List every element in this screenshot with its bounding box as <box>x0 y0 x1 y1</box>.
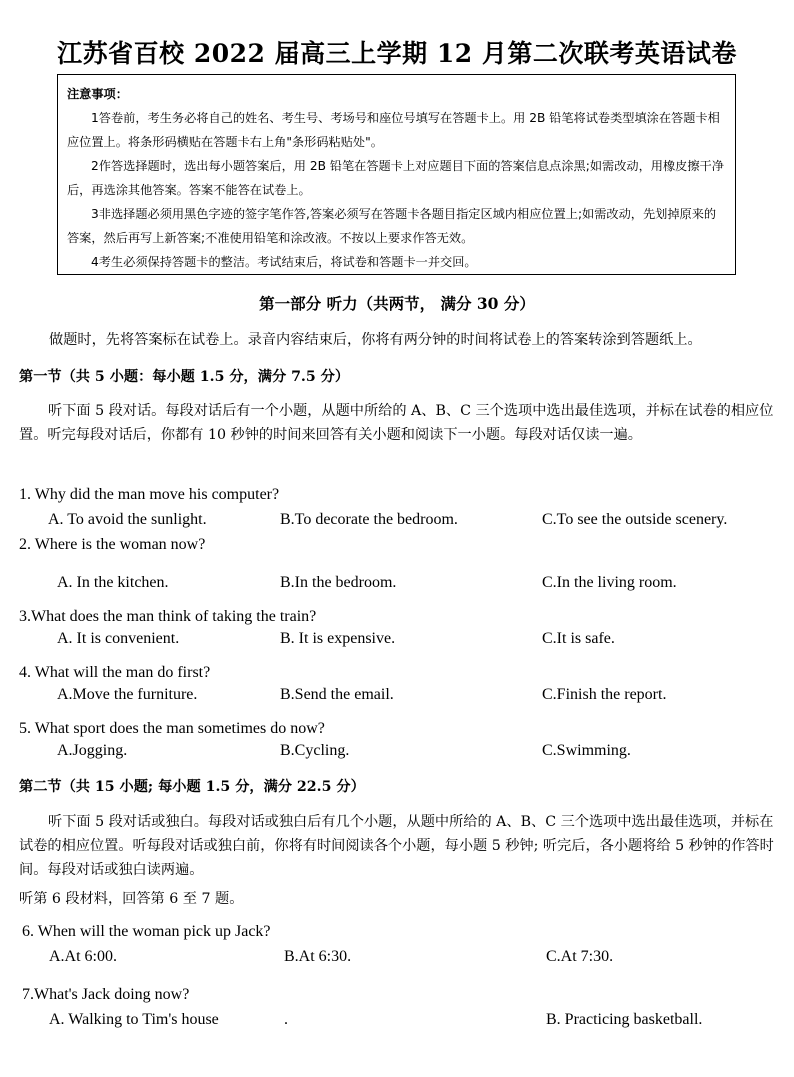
option-c: C.It is safe. <box>542 630 615 647</box>
notice-item: 3非选择题必须用黑色字迹的签字笔作答,答案必须写在答题卡各题目指定区域内相应位置上;如需改动，先划掉原来的答案，然后再写上新答案;不准使用铅笔和涂改液。不按以上要求作答无效。 <box>67 207 717 245</box>
option-a: A.At 6:00. <box>49 948 117 965</box>
part-one-intro: 做题时，先将答案标在试卷上。录音内容结束后，你将有两分钟的时间将试卷上的答案转涂到答题纸上。 <box>49 332 702 348</box>
section-one-instructions <box>19 399 777 447</box>
option-c: C.To see the outside scenery. <box>542 511 728 528</box>
instructions-text: 听下面 5 段对话或独白。每段对话或独白后有几个小题，从题中所给的 A、B、C 三个选项中选出最佳选项，并标在试卷的相应位置。听每段对话或独白前，你将有时间阅读各个小题，每小题 5 秒钟; 听完后，各小题将给 5 秒钟的作答时间。每段对话或独白读两遍。 <box>19 814 774 878</box>
question-stem: 1. Why did the man move his computer? <box>19 486 280 503</box>
option-c: B. Practicing basketball. <box>546 1011 703 1028</box>
option-b: B. It is expensive. <box>280 630 396 647</box>
option-c: C.Finish the report. <box>542 686 667 703</box>
option-c: C.At 7:30. <box>546 948 614 965</box>
notice-item: 2作答选择题时，选出每小题答案后，用 2B 铅笔在答题卡上对应题目下面的答案信息点涂黑;如需改动，用橡皮擦干净后，再选涂其他答案。答案不能答在试卷上。 <box>67 159 724 197</box>
option-a: A.Move the furniture. <box>57 686 198 703</box>
material-note: 听第 6 段材料，回答第 6 至 7 题。 <box>19 891 244 907</box>
section-two-instructions <box>19 810 777 882</box>
option-a: A. It is convenient. <box>57 630 180 647</box>
exam-title: 江苏省百校 2022 届高三上学期 12 月第二次联考英语试卷 <box>57 39 737 68</box>
question-stem: 3.What does the man think of taking the train? <box>19 608 317 625</box>
question-stem: 2. Where is the woman now? <box>19 536 206 553</box>
instructions-text: 听下面 5 段对话。每段对话后有一个小题，从题中所给的 A、B、C 三个选项中选出最佳选项，并标在试卷的相应位置。听完每段对话后，你都有 10 秒钟的时间来回答有关小题和阅读下一小题。每段对话仅读一遍。 <box>19 403 774 443</box>
option-b: B.Send the email. <box>280 686 394 703</box>
section-two-title: 第二节（共 15 小题; 每小题 1.5 分，满分 22.5 分） <box>19 779 365 795</box>
question-stem: 4. What will the man do first? <box>19 664 211 681</box>
notice-heading: 注意事项： <box>67 87 128 101</box>
option-b: B.To decorate the bedroom. <box>280 511 458 528</box>
option-a: A.Jogging. <box>57 742 128 759</box>
question-stem: 6. When will the woman pick up Jack? <box>22 923 271 940</box>
part-one-title: 第一部分 听力（共两节， 满分 30 分） <box>259 294 535 313</box>
option-a: A. Walking to Tim's house <box>49 1011 219 1028</box>
question-stem: 7.What's Jack doing now? <box>22 986 190 1003</box>
option-b: B.Cycling. <box>280 742 350 759</box>
notice-item: 4考生必须保持答题卡的整洁。考试结束后，将试卷和答题卡一并交回。 <box>91 255 477 269</box>
option-b: B.At 6:30. <box>284 948 352 965</box>
question-stem: 5. What sport does the man sometimes do now? <box>19 720 325 737</box>
option-a: A. To avoid the sunlight. <box>48 511 207 528</box>
section-one-title: 第一节（共 5 小题：每小题 1.5 分，满分 7.5 分） <box>19 369 350 385</box>
option-c: C.In the living room. <box>542 574 677 591</box>
option-c: C.Swimming. <box>542 742 631 759</box>
notice-box <box>57 74 736 275</box>
option-b: B.In the bedroom. <box>280 574 397 591</box>
option-b: . <box>284 1011 288 1028</box>
option-a: A. In the kitchen. <box>57 574 169 591</box>
notice-item: 1答卷前，考生务必将自己的姓名、考生号、考场号和座位号填写在答题卡上。用 2B 铅笔将试卷类型填涂在答题卡相应位置上。将条形码横贴在答题卡右上角"条形码粘贴处"。 <box>67 111 720 149</box>
